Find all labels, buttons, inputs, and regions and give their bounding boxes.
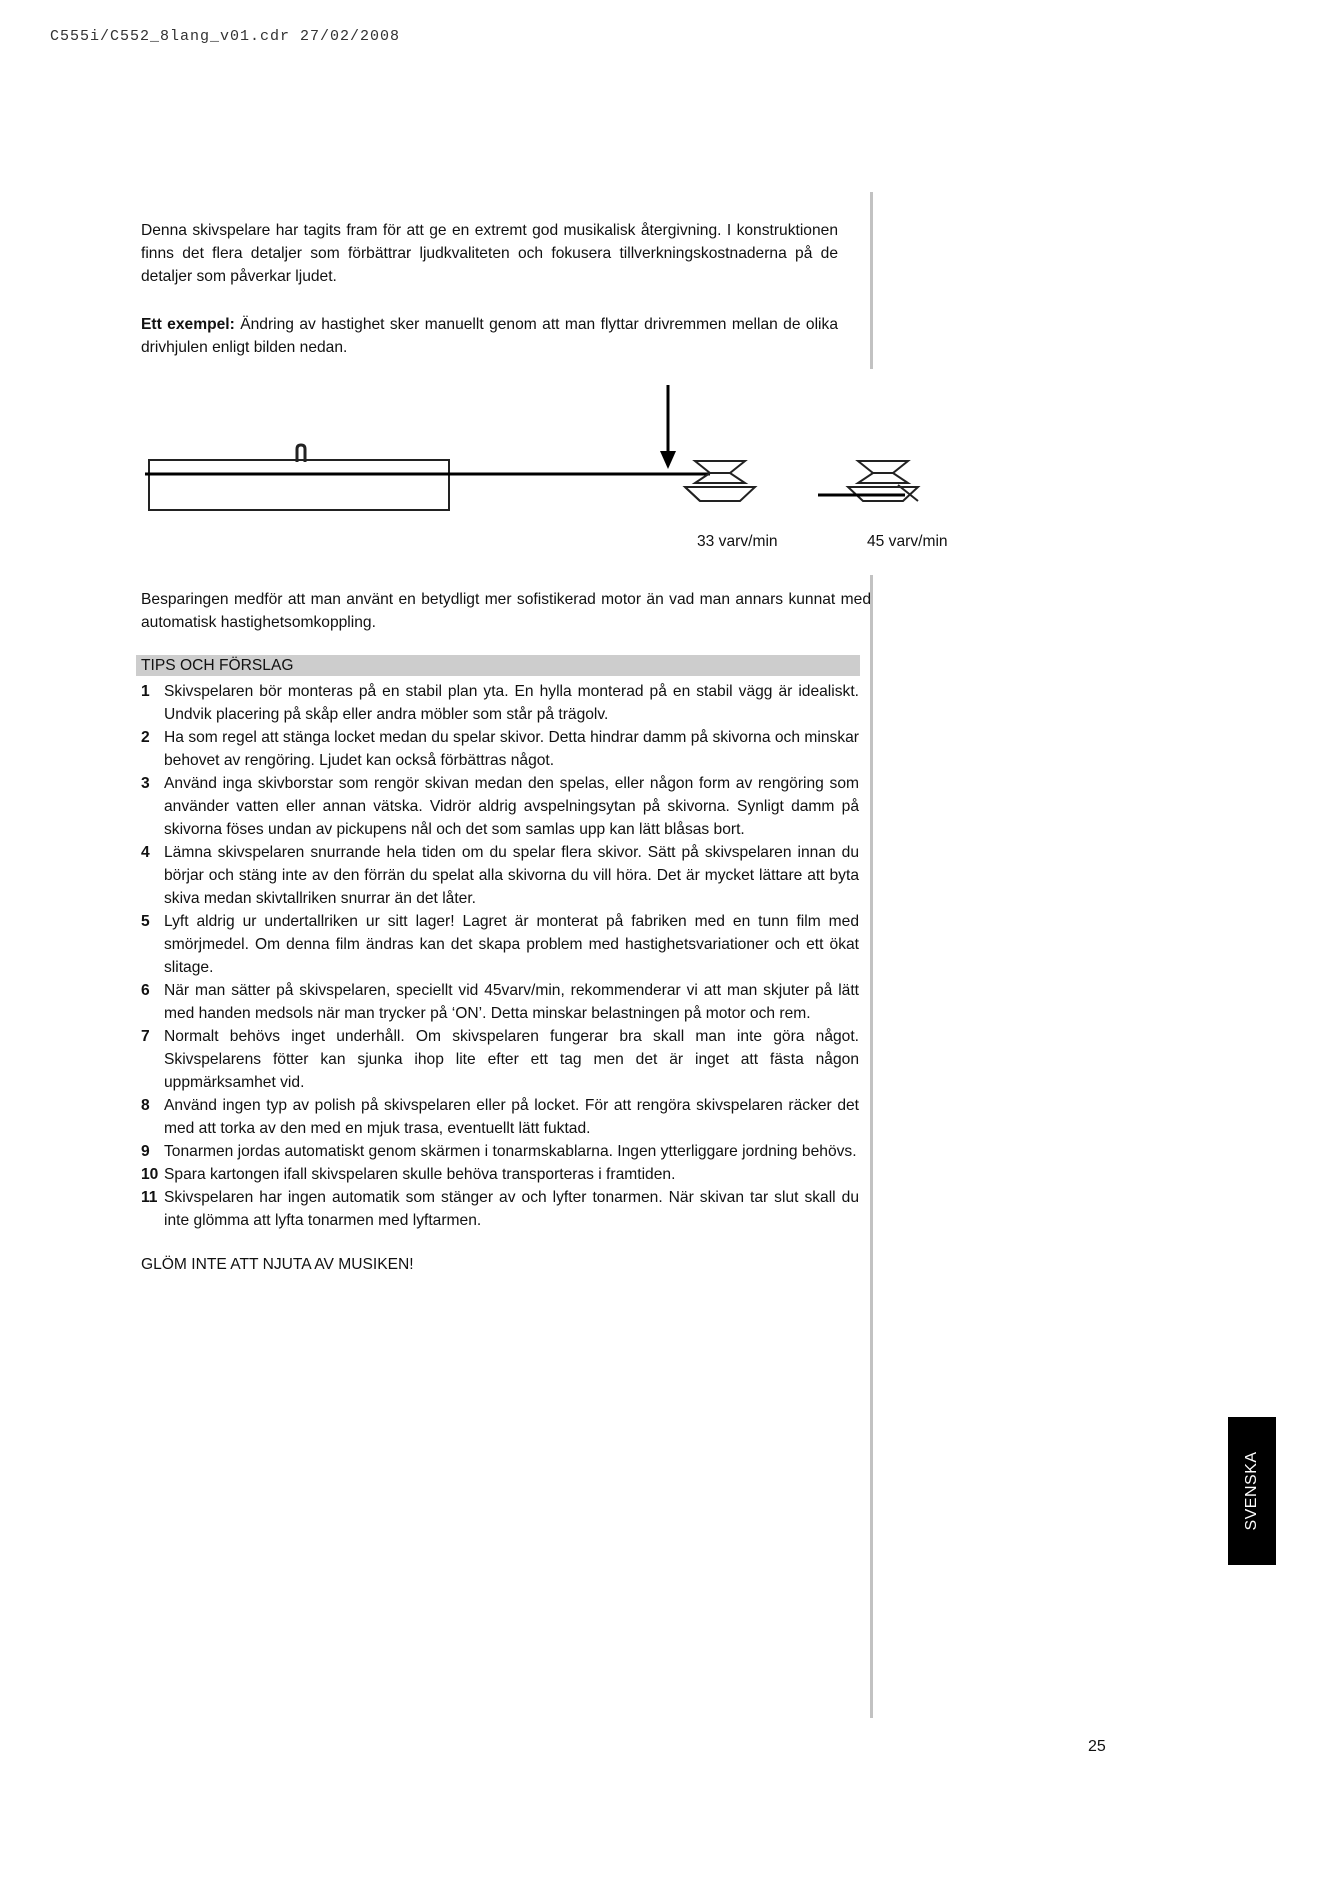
tips-list — [141, 680, 859, 1232]
tip-item — [141, 910, 859, 979]
file-header: C555i/C552_8lang_v01.cdr 27/02/2008 — [50, 28, 401, 45]
savings-paragraph: Besparingen medför att man använt en betydligt mer sofistikerad motor än vad man annars kunnat med automatisk hastighetsomkoppling. — [141, 591, 871, 631]
example-paragraph — [141, 313, 838, 359]
language-tab — [1228, 1417, 1276, 1565]
tips-heading: TIPS OCH FÖRSLAG — [136, 655, 860, 676]
tip-text: Tonarmen jordas automatiskt genom skärmen i tonarmskablarna. Ingen ytterliggare jordning behövs. — [164, 1143, 857, 1160]
closing-line: GLÖM INTE ATT NJUTA AV MUSIKEN! — [141, 1256, 414, 1273]
tip-number: 6 — [141, 982, 150, 999]
language-label: SVENSKA — [1243, 1451, 1260, 1531]
tip-text: Spara kartongen ifall skivspelaren skulle behöva transporteras i framtiden. — [164, 1166, 676, 1183]
platter-shape — [149, 460, 449, 510]
tip-text: Lämna skivspelaren snurrande hela tiden om du spelar flera skivor. Sätt på skivspelaren innan du börjar och stäng inte av den förrän du spelat alla skivorna du vill höra. Det är mycket lättare att byta skiva medan skivtallriken snurrar än det låter. — [164, 844, 859, 907]
tip-item — [141, 1140, 859, 1163]
tip-item — [141, 979, 859, 1025]
tip-number: 8 — [141, 1097, 150, 1114]
tip-item — [141, 680, 859, 726]
tip-text: Skivspelaren har ingen automatik som stänger av och lyfter tonarmen. När skivan tar slut skall du inte glömma att lyfta tonarmen med lyftarmen. — [164, 1189, 859, 1229]
tip-item — [141, 1163, 859, 1186]
tip-text: Normalt behövs inget underhåll. Om skivspelaren fungerar bra skall man inte göra något. Skivspelarens fötter kan sjunka ihop lite efter ett tag men det är inget att fästa någon uppmärksamhet vid. — [164, 1028, 859, 1091]
tip-item — [141, 841, 859, 910]
pulley-33-shape — [685, 461, 755, 501]
margin-rule-bottom — [870, 575, 873, 1718]
example-label: Ett exempel: — [141, 316, 235, 333]
tip-text: Skivspelaren bör monteras på en stabil plan yta. En hylla monterad på en stabil vägg är idealiskt. Undvik placering på skåp eller andra möbler som står på trägolv. — [164, 683, 859, 723]
tip-number: 3 — [141, 775, 150, 792]
tip-item — [141, 772, 859, 841]
tip-number: 10 — [141, 1166, 159, 1183]
tip-text: Lyft aldrig ur undertallriken ur sitt lager! Lagret är monterat på fabriken med en tunn film med smörjmedel. Om denna film ändras kan det skapa problem med hastighetsvariationer och ett ökat slitage. — [164, 913, 859, 976]
margin-rule-top — [870, 192, 873, 369]
tip-text: Använd inga skivborstar som rengör skivan medan den spelas, eller någon form av rengöring som använder vatten eller annan vätska. Vidrör aldrig avspelningsytan på skivorna. Synligt damm på skivorna föses undan av pickupens nål och det som samlas upp kan lätt blåsas bort. — [164, 775, 859, 838]
tip-item — [141, 726, 859, 772]
tip-number: 1 — [141, 683, 150, 700]
tip-number: 5 — [141, 913, 150, 930]
intro-paragraph: Denna skivspelare har tagits fram för att ge en extremt god musikalisk återgivning. I konstruktionen finns det flera detaljer som förbättrar ljudkvaliteten och fokusera tillverkningskostnaderna på de detaljer som påverkar ljudet. — [141, 222, 838, 285]
tip-number: 4 — [141, 844, 150, 861]
tip-item — [141, 1094, 859, 1140]
belt-drive-diagram — [140, 385, 940, 520]
example-text: Ändring av hastighet sker manuellt genom att man flyttar drivremmen mellan de olika drivhjulen enligt bilden nedan. — [141, 316, 838, 356]
tip-number: 9 — [141, 1143, 150, 1160]
tip-item — [141, 1186, 859, 1232]
arrow-head — [660, 451, 676, 469]
tip-number: 2 — [141, 729, 150, 746]
speed-label-33: 33 varv/min — [697, 533, 778, 550]
tip-number: 11 — [141, 1189, 158, 1206]
tip-item — [141, 1025, 859, 1094]
speed-label-45: 45 varv/min — [867, 533, 948, 550]
tip-text: När man sätter på skivspelaren, speciellt vid 45varv/min, rekommenderar vi att man skjuter på lätt med handen medsols när man trycker på ‘ON’. Detta minskar belastningen på motor och rem. — [164, 982, 859, 1022]
tip-text: Ha som regel att stänga locket medan du spelar skivor. Detta hindrar damm på skivorna och minskar behovet av rengöring. Ljudet kan också förbättras något. — [164, 729, 859, 769]
tip-number: 7 — [141, 1028, 150, 1045]
tip-text: Använd ingen typ av polish på skivspelaren eller på locket. För att rengöra skivspelaren räcker det med att torka av den med en mjuk trasa, eventuellt lätt fuktad. — [164, 1097, 859, 1137]
page-number: 25 — [1088, 1738, 1106, 1755]
